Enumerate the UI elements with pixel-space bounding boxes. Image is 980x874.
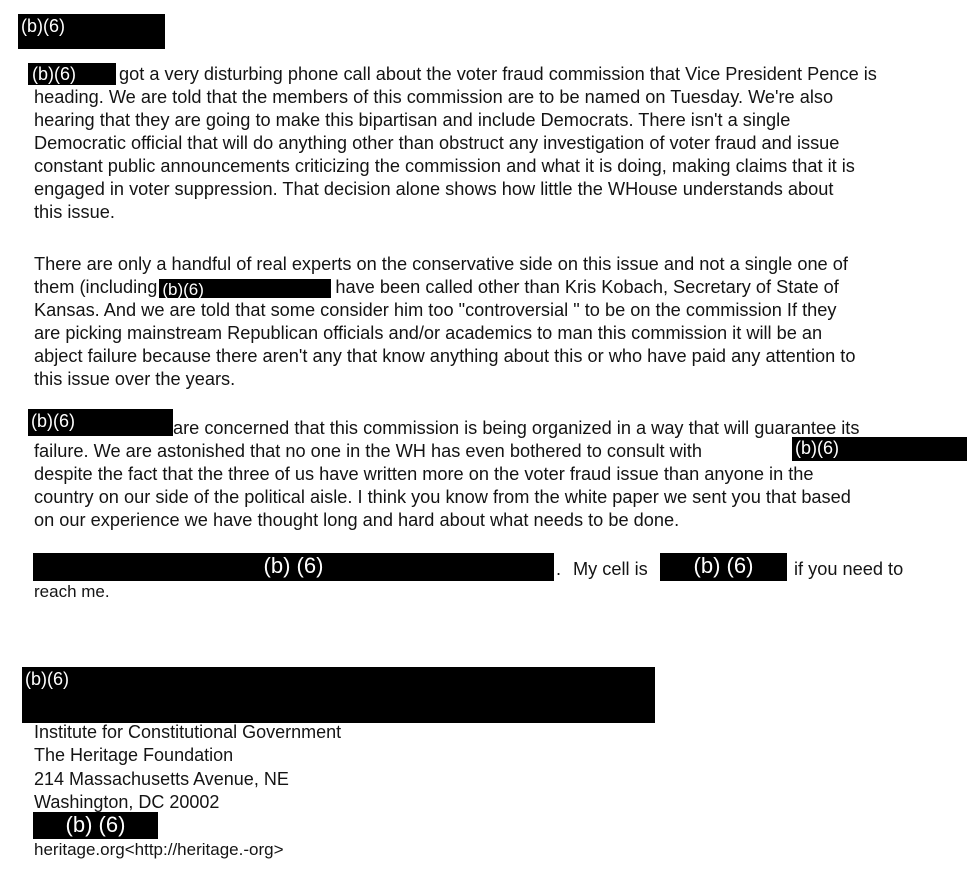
paragraph-4-period: .	[556, 559, 562, 579]
paragraph-4-need-text: if you need to	[794, 559, 904, 579]
paragraph-1-line: heading. We are told that the members of this commission are to be named on Tuesday. We're also	[34, 87, 834, 107]
paragraph-3-line: country on our side of the political aisle. I think you know from the white paper we sent you that based	[34, 487, 851, 507]
signature-city-address: Washington, DC 20002	[34, 792, 220, 812]
paragraph-2-line: Kansas. And we are told that some consider him too "controversial " to be on the commission If they	[34, 300, 837, 320]
paragraph-4-cell-text: My cell is	[573, 559, 648, 579]
signature-organization: The Heritage Foundation	[34, 745, 234, 765]
paragraph-4-line-2: reach me.	[34, 582, 110, 601]
paragraph-2-line: this issue over the years.	[34, 369, 236, 389]
redaction-header	[18, 14, 165, 49]
paragraph-1	[34, 63, 877, 224]
paragraph-3-line	[34, 417, 859, 440]
paragraph-2-line	[34, 276, 855, 299]
paragraph-3-line: failure. We are astonished that no one in the WH has even bothered to consult with	[34, 441, 702, 461]
redaction-label: (b)(6)	[162, 280, 204, 299]
redaction-label: (b)(6)	[25, 669, 69, 689]
paragraph-1-line: this issue.	[34, 202, 115, 222]
paragraph-2-line-text: them (including	[34, 277, 158, 297]
paragraph-2	[34, 253, 855, 391]
redaction-label: (b) (6)	[263, 553, 324, 578]
redaction-label: (b)(6)	[795, 438, 839, 458]
paragraph-1-line: engaged in voter suppression. That decision alone shows how little the WHouse understands about	[34, 179, 834, 199]
paragraph-1-line: hearing that they are going to make this bipartisan and include Democrats. There isn't a single	[34, 110, 791, 130]
redaction-signature-phone	[33, 812, 158, 839]
paragraph-3-line: on our experience we have thought long and hard about what needs to be done.	[34, 510, 680, 530]
redaction-label: (b)(6)	[31, 411, 75, 431]
signature-institute: Institute for Constitutional Government	[34, 722, 342, 742]
paragraph-1-line	[34, 63, 877, 86]
redaction-inline-including	[159, 279, 331, 298]
paragraph-1-line: Democratic official that will do anything other than obstruct any investigation of voter fraud and issue	[34, 133, 840, 153]
redaction-cell-number	[660, 553, 787, 581]
paragraph-3	[34, 417, 859, 532]
paragraph-2-line: abject failure because there aren't any that know anything about this or who have paid any attention to	[34, 346, 856, 366]
redaction-label: (b) (6)	[693, 553, 754, 578]
paragraph-3-line-text: are concerned that this commission is being organized in a way that will guarantee its	[173, 418, 860, 438]
paragraph-2-line: are picking mainstream Republican officials and/or academics to man this commission it will be an	[34, 323, 823, 343]
paragraph-1-line-text: got a very disturbing phone call about the voter fraud commission that Vice President Pence is	[119, 64, 877, 84]
redaction-label: (b)(6)	[32, 64, 76, 84]
redaction-label: (b)(6)	[21, 16, 65, 36]
paragraph-2-line: There are only a handful of real experts on the conservative side on this issue and not a single one of	[34, 254, 848, 274]
redaction-label: (b) (6)	[65, 812, 126, 837]
redaction-signature-name	[22, 667, 655, 723]
paragraph-3-line: despite the fact that the three of us have written more on the voter fraud issue than anyone in the	[34, 464, 814, 484]
paragraph-2-line-text: have been called other than Kris Kobach, Secretary of State of	[335, 277, 839, 297]
redaction-para4-request	[33, 553, 554, 581]
paragraph-1-line: constant public announcements criticizing the commission and what it is doing, making claims that it is	[34, 156, 855, 176]
signature-website-link[interactable]: heritage.org<http://heritage.-org>	[34, 840, 284, 859]
signature-street-address: 214 Massachusetts Avenue, NE	[34, 769, 289, 789]
